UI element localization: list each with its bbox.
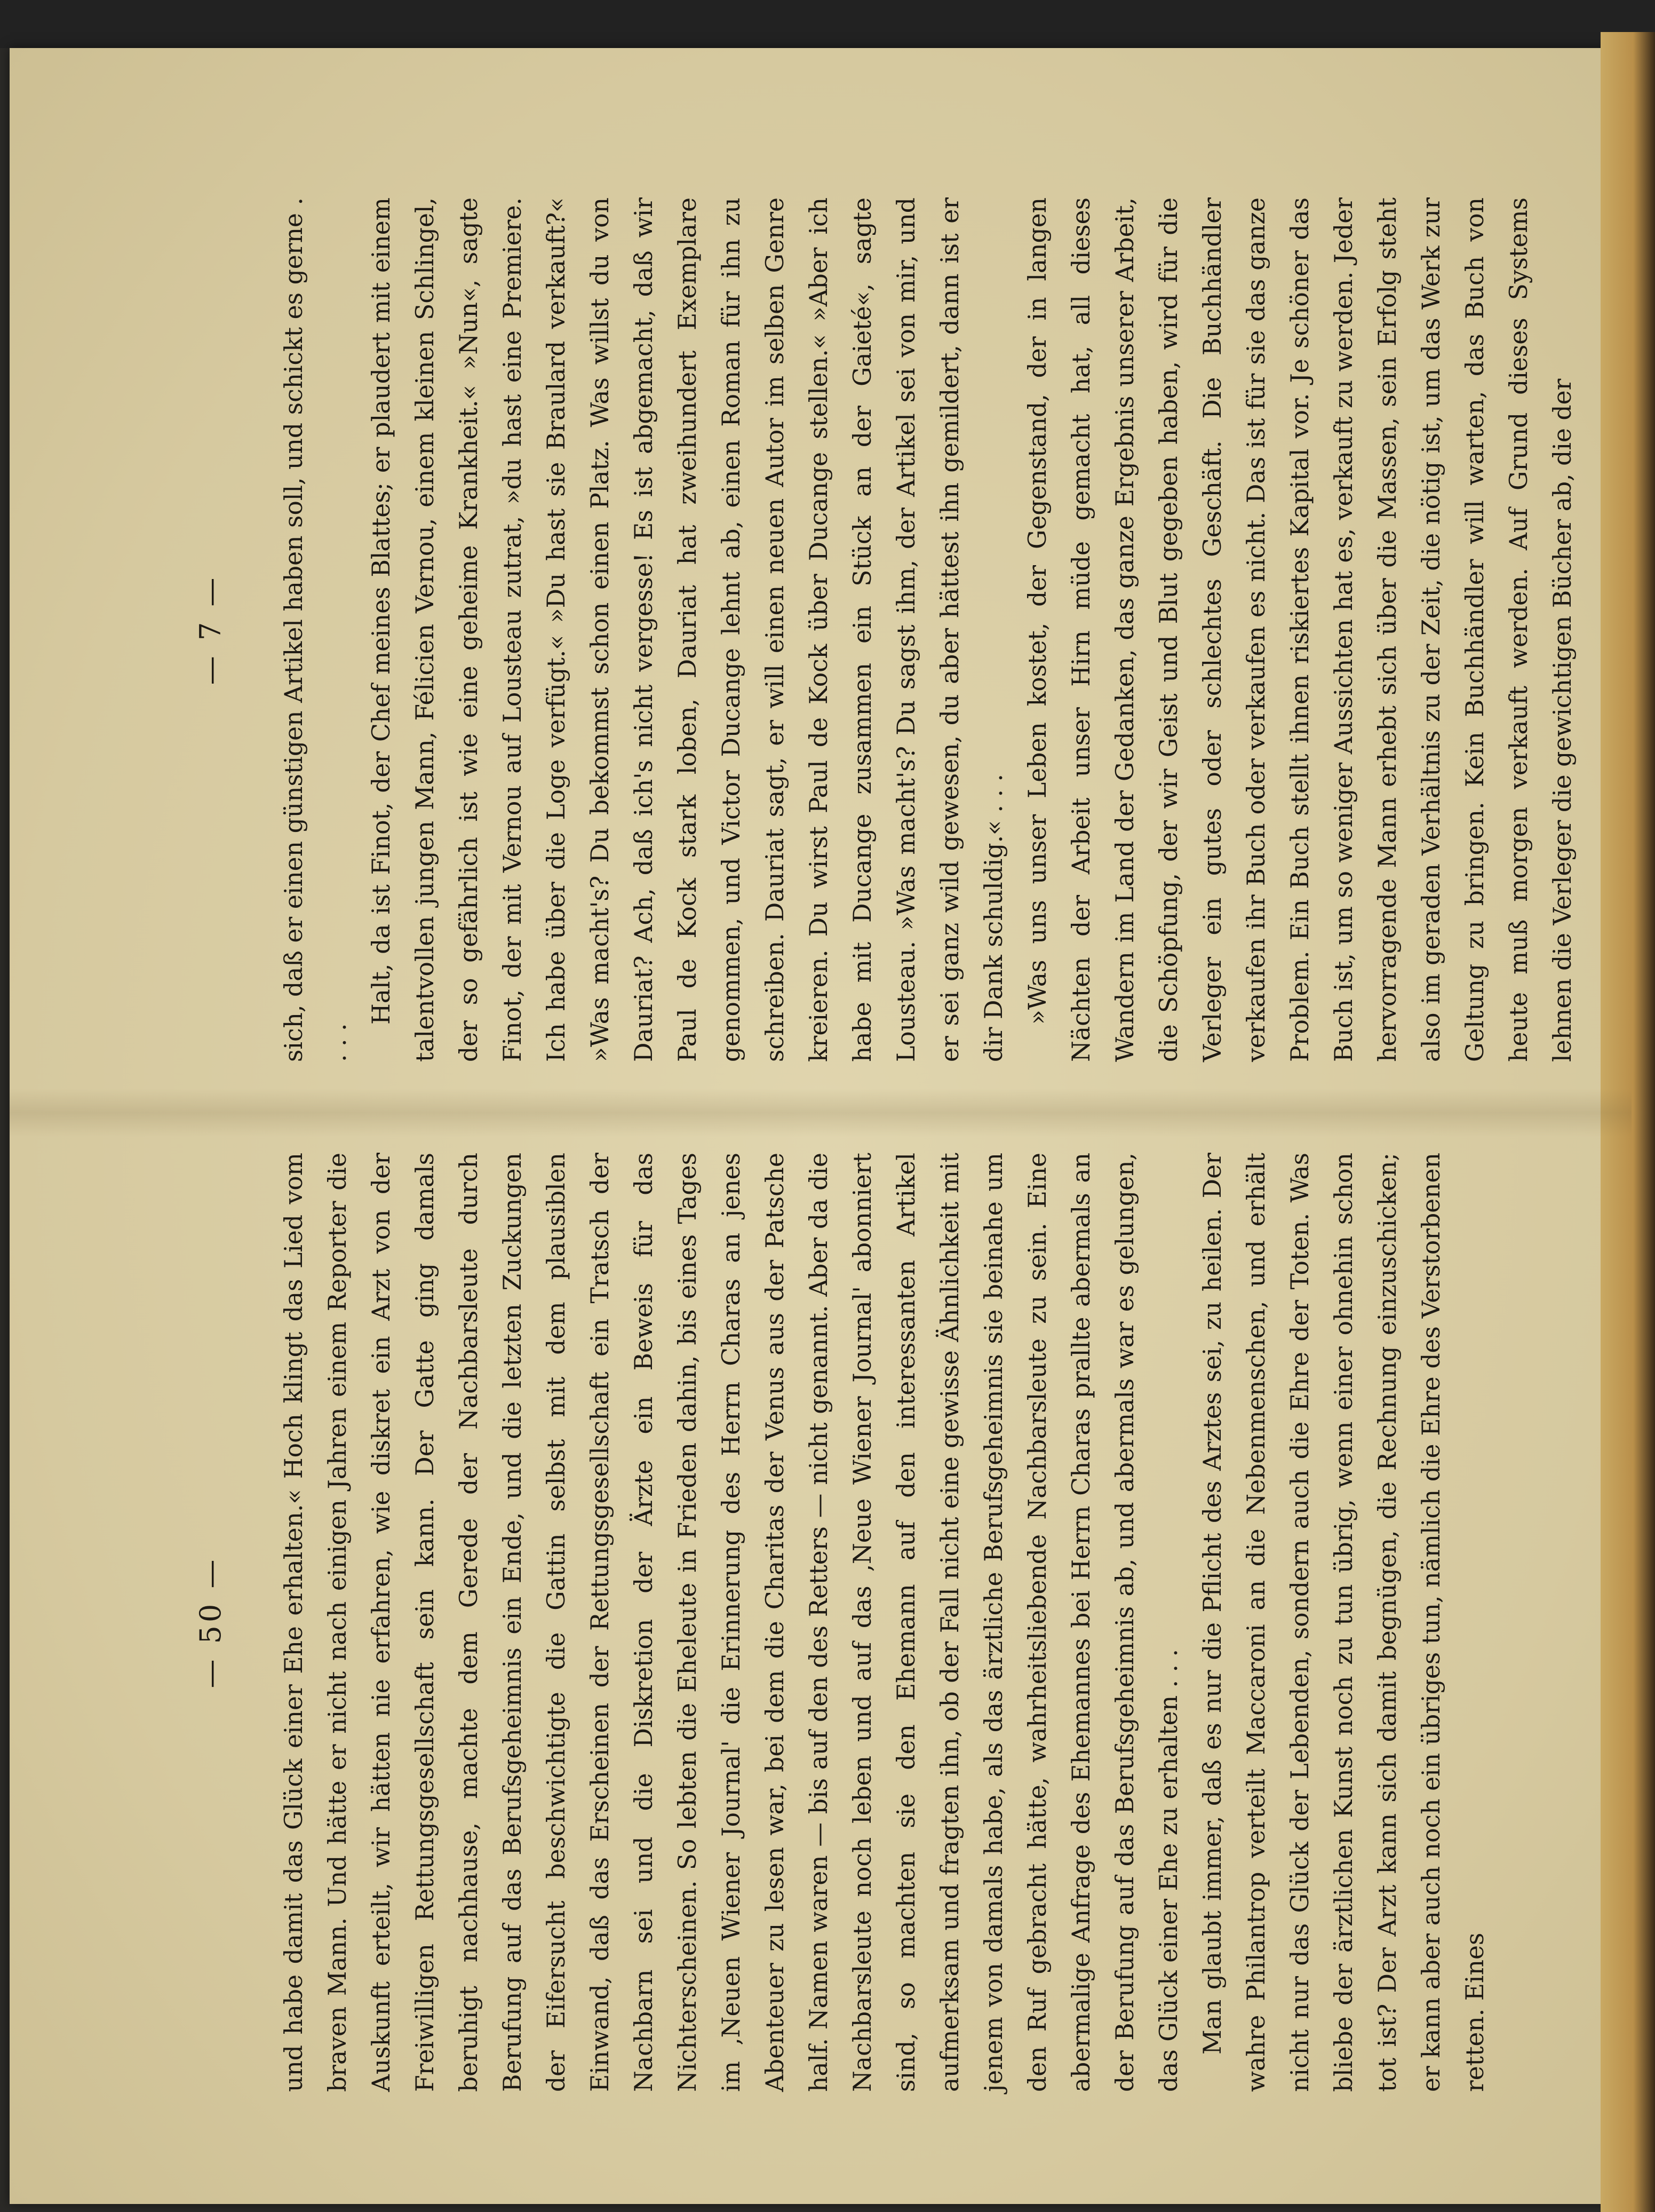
paragraph: und habe damit das Glück einer Ehe erhalten.« Hoch klingt das Lied vom braven Mann. Und hätte er nicht nach einigen Jahren einem Reporter die Auskunft erteilt, wir hätten nie erfahren, wie diskret ein Arzt von der Freiwilligen Rettungsgesellschaft sein kann. Der Gatte ging damals beruhigt nachhause, machte dem Gerede der Nachbarsleute durch Berufung auf das Berufsgeheimnis ein Ende, und die letzten Zuckungen der Eifersucht beschwichtigte die Gattin selbst mit dem plausiblen Einwand, daß das Erscheinen der Rettungsgesellschaft ein Tratsch der Nachbarn sei und die Diskretion der Ärzte ein Beweis für das Nichterscheinen. So lebten die Eheleute in Frieden dahin, bis eines Tages im ‚Neuen Wiener Journal' die Erinnerung des Herrn Charas an jenes Abenteuer zu lesen war, bei dem die Charitas der Venus aus der Patsche half. Namen waren — bis auf den des Retters — nicht genannt. Aber da die Nachbarsleute noch leben und auf das ‚Neue Wiener Journal' abonniert sind, so machten sie den Ehemann auf den interessanten Artikel aufmerksam und fragten ihn, ob der Fall nicht eine gewisse Ähnlichkeit mit jenem von damals habe, als das ärztliche Berufsgeheimnis sie beinahe um den Ruf gebracht hätte, wahrheitsliebende Nachbarsleute zu sein. Eine abermalige Anfrage des Ehemannes bei Herrn Charas prallte abermals an der Berufung auf das Berufsgeheimnis ab, und abermals war es gelungen, das Glück einer Ehe zu erhalten . . .: [280, 1153, 1183, 2092]
paragraph: Man glaubt immer, daß es nur die Pflicht des Arztes sei, zu heilen. Der wahre Philantrop verteilt Maccaroni an die Nebenmenschen, und erhält nicht nur das Glück der Lebenden, sondern auch die Ehre der Toten. Was bliebe der ärztlichen Kunst noch zu tun übrig, wenn einer ohnehin schon tot ist? Der Arzt kann sich damit begnügen, die Rechnung einzuschicken; er kann aber auch noch ein übriges tun, nämlich die Ehre des Verstorbenen retten. Eines: [1198, 1153, 1489, 2092]
paragraph: »Was uns unser Leben kostet, der Gegenstand, der in langen Nächten der Arbeit unser Hirn müde gemacht hat, all dieses Wandern im Land der Gedanken, das ganze Ergebnis unserer Arbeit, die Schöpfung, der wir Geist und Blut gegeben haben, wird für die Verleger ein gutes oder schlechtes Geschäft. Die Buchhändler verkaufen ihr Buch oder verkaufen es nicht. Das ist für sie das ganze Problem. Ein Buch stellt ihnen riskiertes Kapital vor. Je schöner das Buch ist, um so weniger Aussichten hat es, verkauft zu werden. Jeder hervorragende Mann erhebt sich über die Massen, sein Erfolg steht also im geraden Verhältnis zu der Zeit, die nötig ist, um das Werk zur Geltung zu bringen. Kein Buchhändler will warten, das Buch von heute muß morgen verkauft werden. Auf Grund dieses Systems lehnen die Verleger die gewichtigen Bücher ab, die der: [1023, 197, 1577, 1062]
paragraph: Halt, da ist Finot, der Chef meines Blattes; er plaudert mit einem talentvollen jungen Mann, Félicien Vernou, einem kleinen Schlingel, der so gefährlich ist wie eine geheime Krankheit.« »Nun«, sagte Finot, der mit Vernou auf Lousteau zutrat, »du hast eine Premiere. Ich habe über die Loge verfügt.« »Du hast sie Braulard verkauft?« »Was macht's? Du bekommst schon einen Platz. Was willst du von Dauriat? Ach, daß ich's nicht vergesse! Es ist abgemacht, daß wir Paul de Kock stark loben, Dauriat hat zweihundert Exemplare genommen, und Victor Ducange lehnt ab, einen Roman für ihn zu schreiben. Dauriat sagt, er will einen neuen Autor im selben Genre kreieren. Du wirst Paul de Kock über Ducange stellen.« »Aber ich habe mit Ducange zusammen ein Stück an der Gaieté«, sagte Lousteau. »Was macht's? Du sagst ihm, der Artikel sei von mir, und er sei ganz wild gewesen, du aber hättest ihn gemildert, dann ist er dir Dank schuldig.« . . .: [367, 197, 1008, 1062]
scan-background: [0, 0, 1655, 48]
page-50: [181, 1153, 1489, 2092]
paragraph: sich, daß er einen günstigen Artikel haben soll, und schickt es gerne . . . .: [280, 197, 352, 1062]
center-fold: [10, 1089, 1632, 1137]
page-number: — 7 —: [194, 574, 227, 685]
page-7: [181, 197, 1577, 1062]
page-number: — 50 —: [194, 1556, 227, 1688]
